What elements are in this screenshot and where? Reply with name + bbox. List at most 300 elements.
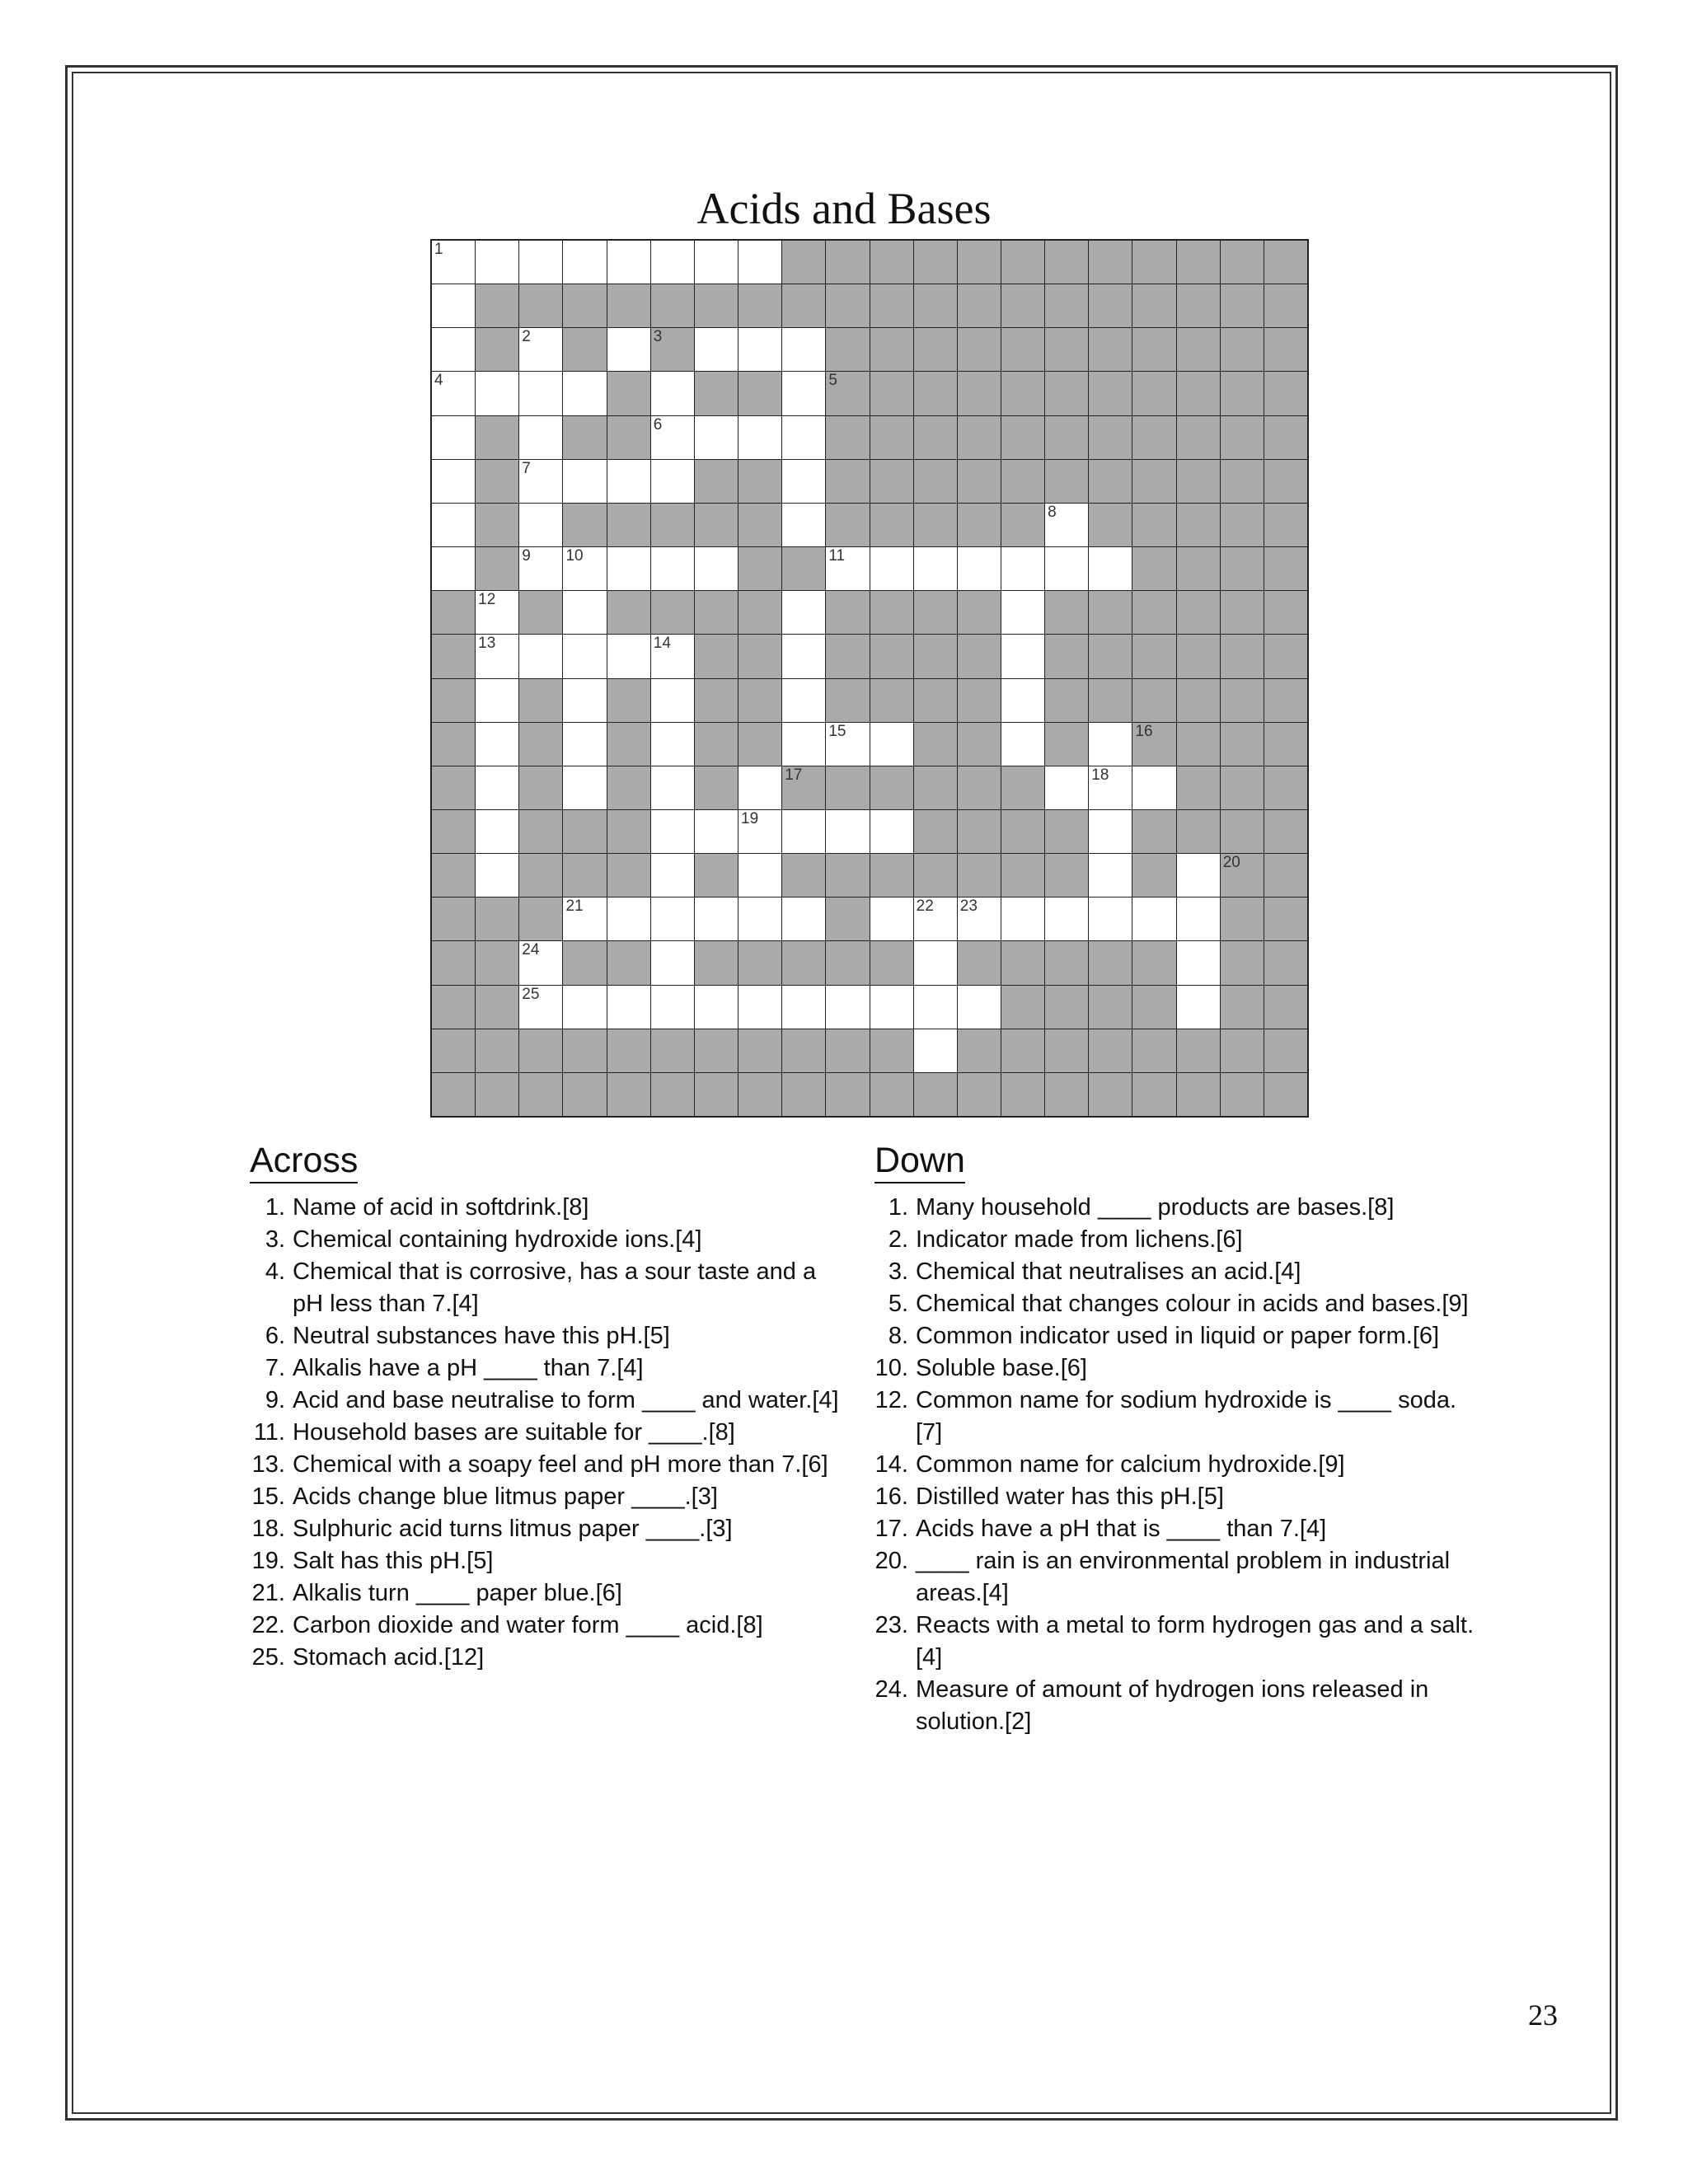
crossword-cell[interactable] — [607, 241, 650, 284]
across-heading: Across — [250, 1141, 358, 1183]
crossword-cell[interactable] — [1089, 810, 1132, 853]
clue-text: Stomach acid.[12] — [293, 1644, 485, 1671]
clue-number: 3. — [265, 1226, 285, 1253]
crossword-block — [738, 679, 781, 722]
crossword-cell[interactable] — [519, 504, 562, 546]
crossword-block — [1089, 460, 1132, 503]
crossword-cell[interactable] — [695, 810, 738, 853]
clue-number: 23. — [874, 1612, 908, 1638]
crossword-block — [1177, 460, 1220, 503]
crossword-cell[interactable] — [651, 810, 694, 853]
crossword-block — [1221, 460, 1264, 503]
crossword-block — [1221, 372, 1264, 415]
clue-number: 6. — [265, 1323, 285, 1349]
crossword-cell[interactable] — [519, 941, 562, 984]
crossword-block — [563, 854, 606, 897]
clue-number: 3. — [888, 1258, 908, 1285]
crossword-block — [695, 284, 738, 327]
crossword-block — [1264, 635, 1307, 677]
clue-number: 10. — [874, 1355, 908, 1381]
clue-text: ____ rain is an environmental problem in industrial areas.[4] — [916, 1548, 1451, 1606]
crossword-cell[interactable] — [651, 547, 694, 590]
crossword-block — [738, 635, 781, 677]
down-clue-list — [870, 1192, 1480, 1738]
across-clue — [247, 1545, 841, 1577]
crossword-block — [651, 328, 694, 371]
crossword-block — [826, 372, 869, 415]
crossword-block — [782, 941, 825, 984]
crossword-cell[interactable] — [870, 898, 913, 940]
crossword-block — [1177, 547, 1220, 590]
clue-number: 25. — [251, 1644, 285, 1671]
crossword-cell[interactable] — [782, 898, 825, 940]
crossword-cell[interactable] — [651, 986, 694, 1029]
crossword-block — [1264, 547, 1307, 590]
crossword-cell[interactable] — [563, 898, 606, 940]
crossword-cell[interactable] — [958, 547, 1001, 590]
crossword-block — [738, 1029, 781, 1072]
crossword-cell[interactable] — [432, 372, 475, 415]
crossword-cell[interactable] — [476, 810, 518, 853]
crossword-block — [432, 723, 475, 766]
crossword-block — [826, 328, 869, 371]
crossword-cell[interactable] — [651, 723, 694, 766]
crossword-block — [1089, 591, 1132, 634]
clue-number: 17. — [874, 1516, 908, 1542]
clue-number: 12. — [874, 1387, 908, 1413]
crossword-cell[interactable] — [651, 766, 694, 809]
crossword-block — [1132, 328, 1175, 371]
crossword-cell[interactable] — [607, 898, 650, 940]
crossword-cell[interactable] — [651, 460, 694, 503]
crossword-block — [914, 591, 957, 634]
crossword-block — [870, 679, 913, 722]
crossword-cell[interactable] — [519, 547, 562, 590]
crossword-cell[interactable] — [1001, 679, 1044, 722]
across-clue — [247, 1352, 841, 1385]
crossword-cell[interactable] — [563, 547, 606, 590]
crossword-block — [1089, 941, 1132, 984]
down-heading: Down — [874, 1141, 965, 1183]
crossword-block — [870, 460, 913, 503]
crossword-block — [1045, 591, 1088, 634]
clue-number: 13. — [251, 1451, 285, 1478]
crossword-block — [476, 1073, 518, 1116]
crossword-block — [1089, 679, 1132, 722]
across-clue — [247, 1642, 841, 1674]
crossword-block — [476, 941, 518, 984]
crossword-block — [870, 328, 913, 371]
down-clue — [870, 1674, 1480, 1738]
crossword-block — [738, 372, 781, 415]
crossword-cell[interactable] — [1001, 723, 1044, 766]
crossword-cell[interactable] — [432, 241, 475, 284]
crossword-block — [1132, 986, 1175, 1029]
crossword-cell[interactable] — [914, 898, 957, 940]
crossword-block — [914, 504, 957, 546]
crossword-cell[interactable] — [1045, 504, 1088, 546]
crossword-block — [607, 941, 650, 984]
crossword-block — [563, 1029, 606, 1072]
crossword-block — [476, 898, 518, 940]
crossword-cell[interactable] — [519, 416, 562, 459]
clue-number: 21. — [251, 1580, 285, 1606]
crossword-cell[interactable] — [432, 328, 475, 371]
crossword-cell[interactable] — [519, 460, 562, 503]
across-clue-list — [247, 1192, 841, 1674]
clue-number: 14. — [874, 1451, 908, 1478]
crossword-cell[interactable] — [1045, 898, 1088, 940]
crossword-cell[interactable] — [1089, 547, 1132, 590]
crossword-block — [782, 1029, 825, 1072]
crossword-cell[interactable] — [476, 679, 518, 722]
crossword-cell[interactable] — [563, 591, 606, 634]
crossword-block — [1089, 284, 1132, 327]
clue-number-label: 18 — [1091, 766, 1109, 784]
crossword-cell[interactable] — [607, 547, 650, 590]
crossword-cell[interactable] — [432, 460, 475, 503]
crossword-block — [1221, 854, 1264, 897]
crossword-cell[interactable] — [738, 810, 781, 853]
crossword-cell[interactable] — [738, 898, 781, 940]
crossword-block — [1045, 679, 1088, 722]
crossword-block — [1089, 416, 1132, 459]
crossword-block — [1045, 854, 1088, 897]
crossword-block — [1177, 416, 1220, 459]
crossword-cell[interactable] — [1001, 591, 1044, 634]
crossword-cell[interactable] — [958, 898, 1001, 940]
crossword-cell[interactable] — [914, 547, 957, 590]
crossword-cell[interactable] — [607, 460, 650, 503]
crossword-block — [476, 1029, 518, 1072]
crossword-block — [1132, 810, 1175, 853]
crossword-cell[interactable] — [782, 416, 825, 459]
crossword-cell[interactable] — [738, 416, 781, 459]
down-clue — [870, 1320, 1480, 1352]
crossword-cell[interactable] — [1089, 898, 1132, 940]
crossword-cell[interactable] — [651, 416, 694, 459]
crossword-cell[interactable] — [782, 635, 825, 677]
crossword-block — [1264, 679, 1307, 722]
crossword-block — [914, 766, 957, 809]
crossword-block — [914, 284, 957, 327]
crossword-block — [826, 1029, 869, 1072]
crossword-cell[interactable] — [432, 547, 475, 590]
crossword-block — [914, 328, 957, 371]
crossword-cell[interactable] — [870, 810, 913, 853]
crossword-block — [958, 635, 1001, 677]
crossword-cell[interactable] — [738, 328, 781, 371]
crossword-block — [958, 723, 1001, 766]
crossword-cell[interactable] — [695, 328, 738, 371]
crossword-block — [826, 591, 869, 634]
crossword-cell[interactable] — [651, 241, 694, 284]
crossword-block — [607, 1073, 650, 1116]
crossword-block — [826, 679, 869, 722]
crossword-cell[interactable] — [1089, 766, 1132, 809]
crossword-grid — [430, 239, 1309, 1118]
crossword-block — [1264, 284, 1307, 327]
crossword-block — [651, 1073, 694, 1116]
crossword-cell[interactable] — [476, 635, 518, 677]
crossword-cell[interactable] — [695, 898, 738, 940]
crossword-cell[interactable] — [782, 591, 825, 634]
crossword-block — [1221, 547, 1264, 590]
crossword-cell[interactable] — [782, 810, 825, 853]
crossword-cell[interactable] — [1177, 898, 1220, 940]
crossword-cell[interactable] — [607, 635, 650, 677]
crossword-cell[interactable] — [1132, 766, 1175, 809]
crossword-cell[interactable] — [651, 854, 694, 897]
crossword-cell[interactable] — [914, 986, 957, 1029]
clue-text: Alkalis have a pH ____ than 7.[4] — [293, 1355, 644, 1381]
crossword-cell[interactable] — [607, 986, 650, 1029]
clue-text: Common name for sodium hydroxide is ____ soda.[7] — [916, 1387, 1457, 1446]
crossword-cell[interactable] — [651, 898, 694, 940]
crossword-block — [1221, 416, 1264, 459]
crossword-block — [1045, 1073, 1088, 1116]
clue-number: 4. — [265, 1258, 285, 1285]
crossword-cell[interactable] — [476, 854, 518, 897]
crossword-block — [1089, 986, 1132, 1029]
clue-number-label: 17 — [785, 766, 803, 784]
crossword-block — [870, 284, 913, 327]
crossword-block — [432, 635, 475, 677]
across-clue — [247, 1192, 841, 1224]
crossword-block — [519, 1073, 562, 1116]
crossword-cell[interactable] — [476, 723, 518, 766]
crossword-block — [1001, 328, 1044, 371]
across-clue — [247, 1449, 841, 1481]
crossword-cell[interactable] — [1089, 854, 1132, 897]
clue-text: Alkalis turn ____ paper blue.[6] — [293, 1580, 622, 1606]
down-clue — [870, 1288, 1480, 1320]
crossword-cell[interactable] — [1001, 898, 1044, 940]
crossword-block — [870, 1073, 913, 1116]
crossword-cell[interactable] — [563, 723, 606, 766]
crossword-block — [519, 898, 562, 940]
crossword-block — [1045, 416, 1088, 459]
crossword-cell[interactable] — [782, 372, 825, 415]
crossword-cell[interactable] — [738, 241, 781, 284]
crossword-cell[interactable] — [826, 723, 869, 766]
crossword-block — [432, 766, 475, 809]
clue-text: Salt has this pH.[5] — [293, 1548, 494, 1574]
crossword-cell[interactable] — [563, 241, 606, 284]
clue-number-label: 8 — [1048, 503, 1057, 521]
crossword-block — [607, 372, 650, 415]
crossword-cell[interactable] — [914, 1029, 957, 1072]
crossword-cell[interactable] — [519, 635, 562, 677]
crossword-cell[interactable] — [1045, 547, 1088, 590]
crossword-cell[interactable] — [870, 986, 913, 1029]
crossword-block — [432, 986, 475, 1029]
crossword-block — [695, 941, 738, 984]
crossword-cell[interactable] — [519, 328, 562, 371]
crossword-block — [695, 679, 738, 722]
crossword-block — [1045, 986, 1088, 1029]
clue-number-label: 10 — [565, 547, 584, 565]
crossword-cell[interactable] — [914, 941, 957, 984]
crossword-block — [738, 723, 781, 766]
crossword-cell[interactable] — [563, 679, 606, 722]
crossword-block — [1132, 941, 1175, 984]
crossword-block — [1089, 1029, 1132, 1072]
crossword-cell[interactable] — [607, 328, 650, 371]
crossword-block — [1264, 941, 1307, 984]
crossword-cell[interactable] — [782, 679, 825, 722]
crossword-cell[interactable] — [519, 372, 562, 415]
crossword-block — [870, 241, 913, 284]
crossword-block — [958, 372, 1001, 415]
crossword-block — [826, 241, 869, 284]
crossword-cell[interactable] — [476, 241, 518, 284]
crossword-block — [1264, 723, 1307, 766]
crossword-cell[interactable] — [870, 547, 913, 590]
crossword-cell[interactable] — [782, 986, 825, 1029]
crossword-block — [914, 635, 957, 677]
crossword-block — [870, 591, 913, 634]
crossword-cell[interactable] — [432, 504, 475, 546]
clue-text: Carbon dioxide and water form ____ acid.[8] — [293, 1612, 763, 1638]
crossword-block — [958, 941, 1001, 984]
crossword-cell[interactable] — [782, 723, 825, 766]
crossword-block — [1177, 810, 1220, 853]
crossword-block — [607, 284, 650, 327]
crossword-block — [1132, 416, 1175, 459]
crossword-block — [1001, 416, 1044, 459]
clue-number-label: 25 — [522, 985, 540, 1003]
crossword-block — [1177, 591, 1220, 634]
crossword-cell[interactable] — [563, 635, 606, 677]
crossword-cell[interactable] — [476, 766, 518, 809]
crossword-cell[interactable] — [519, 986, 562, 1029]
crossword-block — [1264, 504, 1307, 546]
crossword-cell[interactable] — [695, 986, 738, 1029]
crossword-block — [1221, 241, 1264, 284]
crossword-cell[interactable] — [563, 766, 606, 809]
crossword-cell[interactable] — [738, 766, 781, 809]
crossword-cell[interactable] — [651, 679, 694, 722]
crossword-cell[interactable] — [563, 372, 606, 415]
crossword-cell[interactable] — [782, 504, 825, 546]
crossword-block — [1045, 941, 1088, 984]
crossword-block — [1221, 766, 1264, 809]
crossword-cell[interactable] — [1045, 766, 1088, 809]
clue-number: 24. — [874, 1676, 908, 1703]
crossword-block — [1264, 898, 1307, 940]
down-clue — [870, 1449, 1480, 1481]
crossword-block — [563, 810, 606, 853]
crossword-block — [519, 284, 562, 327]
crossword-cell[interactable] — [782, 460, 825, 503]
crossword-cell[interactable] — [563, 460, 606, 503]
down-clue — [870, 1545, 1480, 1610]
crossword-cell[interactable] — [782, 328, 825, 371]
crossword-cell[interactable] — [1177, 854, 1220, 897]
crossword-block — [1264, 460, 1307, 503]
crossword-block — [914, 460, 957, 503]
crossword-cell[interactable] — [476, 372, 518, 415]
crossword-cell[interactable] — [476, 591, 518, 634]
crossword-cell[interactable] — [1177, 986, 1220, 1029]
crossword-block — [1089, 241, 1132, 284]
crossword-cell[interactable] — [519, 241, 562, 284]
crossword-cell[interactable] — [695, 241, 738, 284]
crossword-cell[interactable] — [826, 986, 869, 1029]
crossword-cell[interactable] — [1089, 723, 1132, 766]
crossword-block — [1264, 328, 1307, 371]
crossword-cell[interactable] — [1001, 635, 1044, 677]
crossword-block — [651, 591, 694, 634]
crossword-cell[interactable] — [432, 284, 475, 327]
crossword-block — [432, 591, 475, 634]
crossword-block — [826, 766, 869, 809]
crossword-cell[interactable] — [1177, 941, 1220, 984]
crossword-cell[interactable] — [1001, 547, 1044, 590]
crossword-cell[interactable] — [651, 635, 694, 677]
crossword-block — [1089, 372, 1132, 415]
crossword-block — [782, 1073, 825, 1116]
crossword-cell[interactable] — [651, 372, 694, 415]
crossword-block — [958, 1073, 1001, 1116]
clue-number-label: 2 — [522, 328, 531, 346]
clue-number: 15. — [251, 1483, 285, 1510]
crossword-block — [870, 635, 913, 677]
crossword-block — [519, 766, 562, 809]
across-clue — [247, 1513, 841, 1545]
crossword-block — [1264, 986, 1307, 1029]
crossword-cell[interactable] — [826, 547, 869, 590]
crossword-block — [1221, 898, 1264, 940]
crossword-cell[interactable] — [695, 416, 738, 459]
crossword-block — [695, 766, 738, 809]
crossword-block — [607, 854, 650, 897]
crossword-cell[interactable] — [695, 547, 738, 590]
crossword-cell[interactable] — [826, 810, 869, 853]
crossword-cell[interactable] — [651, 941, 694, 984]
crossword-cell[interactable] — [870, 723, 913, 766]
crossword-cell[interactable] — [958, 986, 1001, 1029]
crossword-block — [1221, 986, 1264, 1029]
crossword-cell[interactable] — [563, 986, 606, 1029]
crossword-block — [1177, 328, 1220, 371]
crossword-block — [432, 1029, 475, 1072]
crossword-block — [1001, 810, 1044, 853]
clue-number-label: 21 — [565, 898, 584, 916]
crossword-block — [870, 766, 913, 809]
crossword-block — [607, 416, 650, 459]
crossword-block — [1132, 723, 1175, 766]
crossword-cell[interactable] — [1132, 898, 1175, 940]
crossword-block — [476, 986, 518, 1029]
crossword-block — [1001, 1029, 1044, 1072]
down-clue — [870, 1481, 1480, 1513]
crossword-block — [563, 504, 606, 546]
crossword-block — [870, 504, 913, 546]
crossword-cell[interactable] — [738, 854, 781, 897]
crossword-cell[interactable] — [432, 416, 475, 459]
crossword-block — [1221, 504, 1264, 546]
crossword-block — [1089, 328, 1132, 371]
clue-number-label: 7 — [522, 459, 531, 477]
crossword-block — [1045, 460, 1088, 503]
clue-number-label: 24 — [522, 941, 540, 959]
down-clue — [870, 1256, 1480, 1288]
crossword-block — [1132, 591, 1175, 634]
clue-text: Acid and base neutralise to form ____ and water.[4] — [293, 1387, 839, 1413]
crossword-cell[interactable] — [738, 986, 781, 1029]
